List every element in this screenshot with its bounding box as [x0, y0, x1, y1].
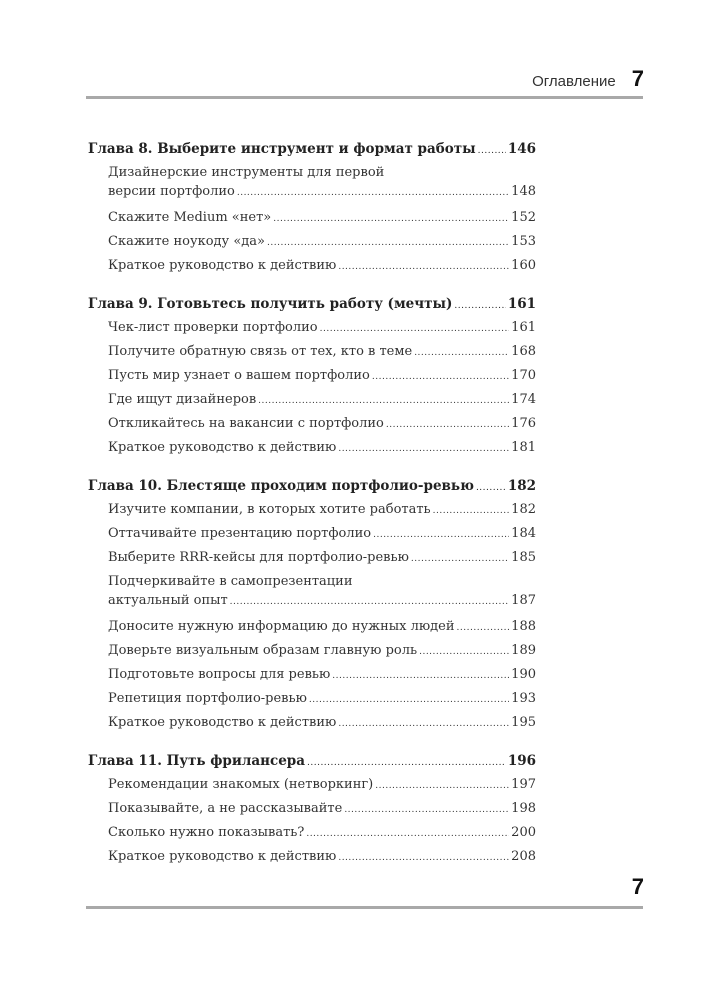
dot-leader: [476, 476, 506, 500]
toc-item[interactable]: [88, 546, 536, 570]
toc-item-page-number: 195: [511, 715, 536, 730]
toc-item-page-number: 208: [511, 849, 536, 864]
toc-item-title: Пусть мир узнает о вашем портфолио: [108, 368, 370, 383]
toc-item-page-number: 176: [511, 416, 536, 431]
dot-leader: [372, 365, 509, 389]
dot-leader: [373, 523, 509, 547]
toc-item-title: Выберите RRR-кейсы для портфолио-ревью: [108, 550, 409, 565]
dot-leader: [258, 389, 509, 413]
toc-item[interactable]: [88, 164, 536, 202]
toc-item-title: Оттачивайте презентацию портфолио: [108, 526, 372, 541]
toc-item-page-number: 161: [511, 320, 536, 335]
toc-item-title: Рекомендации знакомых (нетворкинг): [108, 777, 374, 792]
toc-item-title: Краткое руководство к действию: [108, 715, 337, 730]
dot-leader: [309, 688, 509, 712]
toc-item-row[interactable]: [108, 591, 536, 611]
toc-item[interactable]: [88, 522, 536, 546]
chapter-page-number: 146: [507, 141, 536, 157]
toc-item[interactable]: [88, 230, 536, 254]
toc-item-title: Краткое руководство к действию: [108, 440, 337, 455]
running-head-page-number: 7: [631, 66, 644, 91]
toc-item-page-number: 188: [511, 619, 536, 634]
toc-chapter[interactable]: [88, 474, 536, 498]
toc-item-page-number: 181: [511, 440, 536, 455]
chapter-title: Глава 9. Готовьтесь получить работу (мечты): [88, 296, 453, 312]
chapter-row[interactable]: [88, 292, 536, 316]
toc-item-page-number: 152: [511, 210, 536, 225]
dot-leader: [237, 183, 509, 203]
toc-item-title: Краткое руководство к действию: [108, 258, 337, 273]
toc-item-title: Подготовьте вопросы для ревью: [108, 667, 331, 682]
dot-leader: [419, 640, 509, 664]
toc-item-title: Где ищут дизайнеров: [108, 392, 257, 407]
toc-item-row[interactable]: [108, 663, 536, 687]
toc-item-title-line: Подчеркивайте в самопрезентации: [108, 574, 353, 589]
toc-item-row[interactable]: [108, 522, 536, 546]
toc-item-page-number: 185: [511, 550, 536, 565]
chapter-page-number: 182: [507, 478, 536, 494]
dot-leader: [338, 846, 509, 870]
toc-item-page-number: 182: [511, 502, 536, 517]
dot-leader: [306, 822, 509, 846]
chapter-page-number: 161: [507, 296, 536, 312]
dot-leader: [457, 616, 510, 640]
toc-item-row[interactable]: [108, 340, 536, 364]
toc-item-row[interactable]: [108, 773, 536, 797]
chapter-row[interactable]: [88, 474, 536, 498]
dot-leader: [338, 437, 509, 461]
toc-item[interactable]: [88, 687, 536, 711]
dot-leader: [273, 207, 509, 231]
running-head: [532, 66, 644, 92]
toc-item-page-number: 198: [511, 801, 536, 816]
toc-item-row[interactable]: [108, 316, 536, 340]
toc-item-page-number: 170: [511, 368, 536, 383]
toc-item[interactable]: [88, 254, 536, 278]
toc-item-row[interactable]: [108, 412, 536, 436]
dot-leader: [320, 317, 510, 341]
toc-item[interactable]: [88, 340, 536, 364]
toc-item[interactable]: [88, 436, 536, 460]
chapter-row[interactable]: [88, 749, 536, 773]
chapter-page-number: 196: [507, 753, 536, 769]
toc-item[interactable]: [88, 498, 536, 522]
dot-leader: [454, 294, 505, 318]
toc-item-page-number: 200: [511, 825, 536, 840]
toc-item-title: Репетиция портфолио-ревью: [108, 691, 307, 706]
toc-item-row[interactable]: [108, 711, 536, 735]
dot-leader: [375, 774, 509, 798]
toc-item-page-number: 153: [511, 234, 536, 249]
footer-page-number: 7: [631, 874, 644, 899]
toc-item-title: Чек-лист проверки портфолио: [108, 320, 318, 335]
toc-item-page-number: 184: [511, 526, 536, 541]
dot-leader: [338, 255, 509, 279]
toc-item-row[interactable]: [108, 230, 536, 254]
chapter-title: Глава 8. Выберите инструмент и формат работы: [88, 141, 476, 157]
toc-item-title: версии портфолио: [108, 184, 235, 199]
toc-item-row[interactable]: [108, 821, 536, 845]
table-of-contents: [88, 137, 536, 869]
dot-leader: [386, 413, 509, 437]
toc-item[interactable]: [88, 615, 536, 639]
toc-item-page-number: 190: [511, 667, 536, 682]
toc-item-title: Доверьте визуальным образам главную роль: [108, 643, 418, 658]
chapter-title: Глава 10. Блестяще проходим портфолио-ревью: [88, 478, 474, 494]
toc-item-page-number: 189: [511, 643, 536, 658]
toc-item[interactable]: [88, 821, 536, 845]
toc-item-row[interactable]: [108, 182, 536, 202]
toc-item-page-number: 197: [511, 777, 536, 792]
toc-item[interactable]: [88, 388, 536, 412]
toc-item-row[interactable]: [108, 388, 536, 412]
dot-leader: [267, 231, 509, 255]
toc-item-row[interactable]: [108, 639, 536, 663]
running-head-title: Оглавление: [532, 73, 616, 90]
toc-item[interactable]: [88, 773, 536, 797]
chapter-title: Глава 11. Путь фрилансера: [88, 753, 305, 769]
toc-item-row[interactable]: [108, 254, 536, 278]
toc-item-row[interactable]: [108, 546, 536, 570]
toc-item-page-number: 160: [511, 258, 536, 273]
toc-item-row[interactable]: [108, 615, 536, 639]
toc-item-title: Скажите Medium «нет»: [108, 210, 272, 225]
toc-item-title: актуальный опыт: [108, 593, 228, 608]
toc-item-row[interactable]: [108, 797, 536, 821]
toc-item-page-number: 187: [511, 593, 536, 608]
toc-item[interactable]: [88, 364, 536, 388]
toc-item[interactable]: [88, 412, 536, 436]
toc-item-title: Изучите компании, в которых хотите работать: [108, 502, 431, 517]
toc-item-title: Получите обратную связь от тех, кто в теме: [108, 344, 413, 359]
toc-item-title: Скажите ноукоду «да»: [108, 234, 266, 249]
toc-item-title: Показывайте, а не рассказывайте: [108, 801, 343, 816]
dot-leader: [433, 499, 510, 523]
toc-item[interactable]: [88, 206, 536, 230]
dot-leader: [307, 751, 506, 775]
toc-item[interactable]: [88, 316, 536, 340]
toc-item-page-number: 148: [511, 184, 536, 199]
toc-item-row[interactable]: [108, 687, 536, 711]
dot-leader: [478, 139, 506, 163]
toc-item-page-number: 168: [511, 344, 536, 359]
toc-item[interactable]: [88, 797, 536, 821]
dot-leader: [230, 592, 510, 612]
toc-item[interactable]: [88, 639, 536, 663]
dot-leader: [414, 341, 509, 365]
toc-item-row[interactable]: [108, 206, 536, 230]
toc-item-page-number: 193: [511, 691, 536, 706]
toc-chapter[interactable]: [88, 749, 536, 773]
dot-leader: [332, 664, 509, 688]
toc-item-title: Откликайтесь на вакансии с портфолио: [108, 416, 384, 431]
dot-leader: [411, 547, 509, 571]
toc-item-title: Сколько нужно показывать?: [108, 825, 305, 840]
toc-chapter[interactable]: [88, 292, 536, 316]
toc-item-row[interactable]: [108, 436, 536, 460]
toc-item-title: Краткое руководство к действию: [108, 849, 337, 864]
header-rule: [86, 96, 643, 99]
chapter-row[interactable]: [88, 137, 536, 161]
toc-item[interactable]: [88, 711, 536, 735]
footer-rule: [86, 906, 643, 909]
toc-item-row[interactable]: [108, 845, 536, 869]
dot-leader: [344, 798, 509, 822]
toc-item-title-line: Дизайнерские инструменты для первой: [108, 165, 385, 180]
toc-item[interactable]: [88, 573, 536, 611]
toc-item-title: Доносите нужную информацию до нужных людей: [108, 619, 455, 634]
toc-item-page-number: 174: [511, 392, 536, 407]
dot-leader: [338, 712, 509, 736]
toc-item[interactable]: [88, 845, 536, 869]
toc-item-row[interactable]: [108, 364, 536, 388]
toc-item[interactable]: [88, 663, 536, 687]
toc-item-row[interactable]: [108, 498, 536, 522]
toc-chapter[interactable]: [88, 137, 536, 161]
